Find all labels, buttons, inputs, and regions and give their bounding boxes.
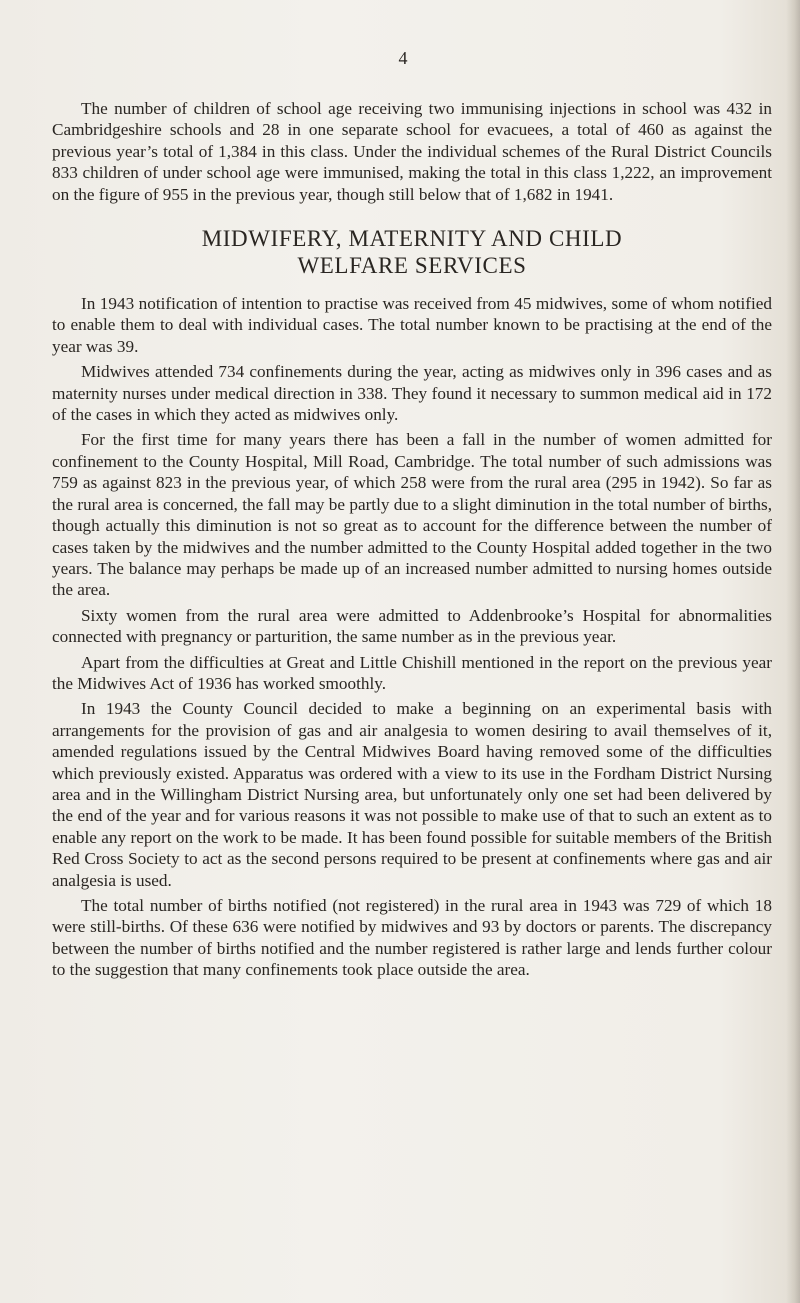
page-number: 4 (398, 48, 408, 68)
section-heading-line-2: WELFARE SERVICES (297, 253, 527, 279)
paragraph-midwife-notifications: In 1943 notification of intention to practise was received from 45 midwives, some of whom notified to enable them to deal with individual cases. The total number known to be practising at the end of the year was 39. (52, 294, 772, 356)
section-heading (52, 225, 772, 279)
paragraph-confinements: Midwives attended 734 confinements during the year, acting as midwives only in 396 cases and as maternity nurses under medical direction in 338. They found it necessary to summon medical aid in 172 of the cases in which they acted as midwives only. (52, 362, 772, 425)
paragraph-county-hospital: For the first time for many years there has been a fall in the number of women admitted for confinement to the County Hospital, Mill Road, Cambridge. The total number of such admissions was 759 as against 823 in the previous year, of which 258 were from the rural area (295 in 1942). So far as the rural area is concerned, the fall may be partly due to a slight diminution in the total number of births, though actually this diminution is not so great as to account for the difference between the number of cases taken by the midwives and the number admitted to the County Hospital added together in the two years. The balance may perhaps be made up of an increased number admitted to nursing homes outside the area. (52, 430, 772, 600)
paragraph-midwives-act: Apart from the difficulties at Great and Little Chishill mentioned in the report on the previous year the Midwives Act of 1936 has worked smoothly. (52, 652, 772, 693)
page-content (52, 98, 772, 985)
paragraph-gas-air-analgesia: In 1943 the County Council decided to make a beginning on an experimental basis with arrangements for the provision of gas and air analgesia to women desiring to avail themselves of it, amended regulations issued by the Central Midwives Board having removed some of the difficulties which previously existed. Apparatus was ordered with a view to its use in the Fordham District Nursing area and in the Willingham District Nursing area, but unfortunately only one set had been delivered by the end of the year and for various reasons it was not possible to make use of that to such an extent as to enable any report on the work to be made. It has been found possible for suitable members of the British Red Cross Society to act as the second persons required to be present at confinements where gas and air analgesia is used. (52, 699, 772, 890)
page-edge-shadow (786, 0, 800, 1303)
section-heading-line-1: MIDWIFERY, MATERNITY AND CHILD (201, 226, 623, 252)
paragraph-addenbrookes: Sixty women from the rural area were admitted to Addenbrooke’s Hospital for abnormalities connected with pregnancy or parturition, the same number as in the previous year. (52, 605, 772, 647)
paragraph-immunisation: The number of children of school age receiving two immunising injections in school was 432 in Cambridgeshire schools and 28 in one separate school for evacuees, a total of 460 as against the previous year’s total of 1,384 in this class. Under the individual schemes of the Rural District Councils 833 children of under school age were immunised, making the total in this class 1,222, an improvement on the figure of 955 in the previous year, though still below that of 1,682 in 1941. (52, 99, 772, 204)
paragraph-births-notified: The total number of births notified (not registered) in the rural area in 1943 was 729 of which 18 were still-births. Of these 636 were notified by midwives and 93 by doctors or parents. The discrepancy between the number of births notified and the number registered is rather large and lends further colour to the suggestion that many confinements took place outside the area. (52, 896, 772, 980)
